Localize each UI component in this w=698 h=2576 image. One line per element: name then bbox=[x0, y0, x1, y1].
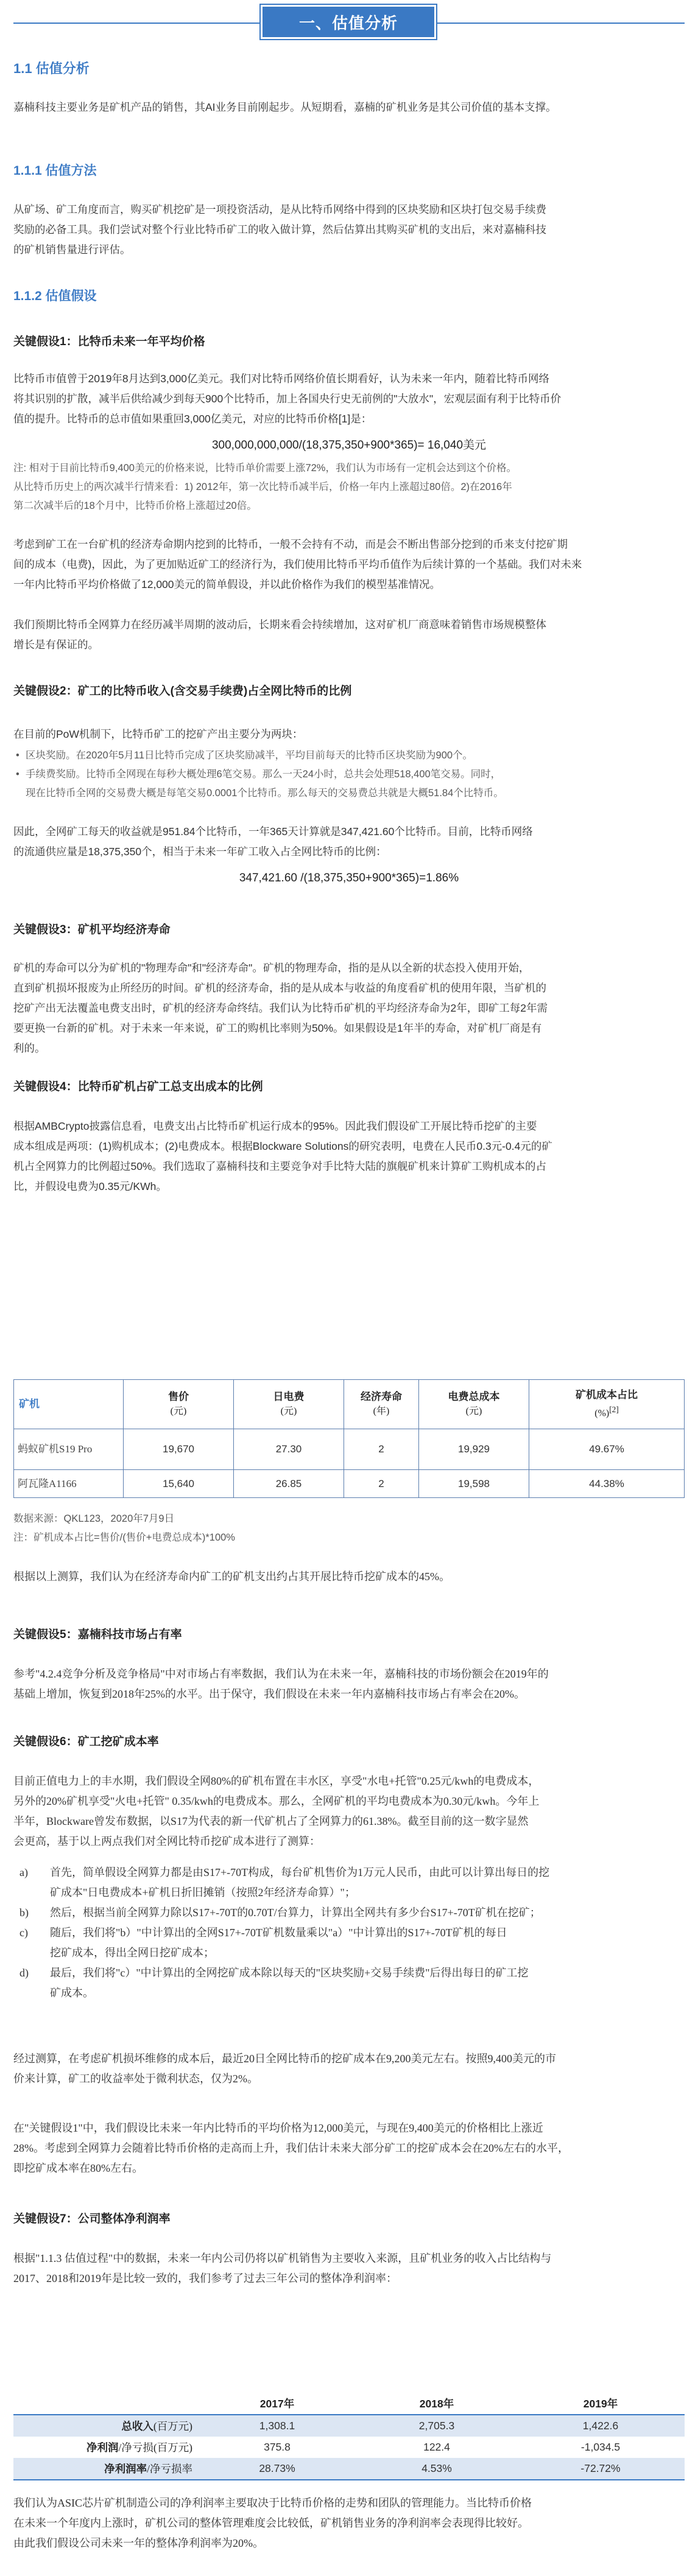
text-line: 矿机的寿命可以分为矿机的"物理寿命"和"经济寿命"。矿机的物理寿命，指的是从以全新的状态投入使用开始， bbox=[13, 962, 530, 974]
text-line: 从比特币历史上的两次减半行情来看：1) 2012年，第一次比特币减半后，价格一年内上涨超过80倍。2)在2016年 bbox=[13, 481, 512, 492]
table-cell: 49.67% bbox=[529, 1429, 685, 1470]
table-cell: 27.30 bbox=[234, 1429, 344, 1470]
paragraph: 在目前的PoW机制下，比特币矿工的挖矿产出主要分为两块： bbox=[13, 728, 303, 740]
text-line: 另外的20%矿机享受"火电+托管" 0.35/kwh的电费成本。那么，全网矿机的平均电费成本为0.30元/kwh。今年上 bbox=[13, 1795, 540, 1807]
paragraph bbox=[13, 200, 685, 260]
table-source bbox=[13, 1510, 685, 1547]
table-row bbox=[13, 2437, 685, 2458]
text-line: 价来计算，矿工的收益率处于微利状态，仅为2%。 bbox=[13, 2073, 258, 2085]
text-line: 由此我们假设公司未来一年的整体净利润率为20%。 bbox=[13, 2537, 264, 2549]
table-cell: 19,670 bbox=[124, 1429, 234, 1470]
text-line: 28%。考虑到全网算力会随着比特币价格的走高而上升，我们估计未来大部分矿工的挖矿成本会在20%左右的水平， bbox=[13, 2142, 569, 2154]
table-header-row bbox=[13, 2393, 685, 2415]
table-cell: 375.8 bbox=[264, 2441, 291, 2453]
header-title-box bbox=[259, 4, 437, 40]
text-line: 挖矿产出无法覆盖电费支出时，矿机的经济寿命终结。我们认为比特币矿机的平均经济寿命为2年，即矿工每2年需 bbox=[13, 1002, 548, 1014]
table-row bbox=[13, 2415, 685, 2437]
text-line: 间的成本（电费)，因此，为了更加贴近矿工的经济行为，我们使用比特币平均币值作为后续计算的一个基础。我们对未来 bbox=[13, 558, 582, 570]
text-line: 在"关键假设1"中，我们假设比未来一年内比特币的平均价格为12,000美元，与现在9,400美元的价格相比上涨近 bbox=[13, 2122, 543, 2134]
text-line: 值的提升。比特币的总市值如果重回3,000亿美元，对应的比特币价格[1]是： bbox=[13, 413, 372, 425]
text-line: 经过测算，在考虑矿机损坏维修的成本后，最近20日全网比特币的挖矿成本在9,200美元左右。按照9,400美元的市 bbox=[13, 2053, 556, 2065]
paragraph bbox=[13, 615, 685, 655]
text-line: 2017、2018和2019年是比较一致的，我们参考了过去三年公司的整体净利润率： bbox=[13, 2272, 397, 2284]
text-line: 比特币市值曾于2019年8月达到3,000亿美元。我们对比特币网络价值长期看好，认为未来一年内，随着比特币网络 bbox=[13, 373, 549, 385]
paragraph bbox=[13, 1771, 685, 1852]
text-line: 成本组成是两项：(1)购机成本；(2)电费成本。根据Blockware Solutions的研究表明，电费在人民币0.3元-0.4元的矿 bbox=[13, 1140, 552, 1152]
text-line: 挖矿成本，得出全网日挖矿成本； bbox=[50, 1947, 214, 1959]
table-cell: -72.72% bbox=[516, 2458, 685, 2480]
column-header: 2019年 bbox=[516, 2393, 685, 2415]
column-header: 矿机成本占比 (%)[2] bbox=[529, 1380, 685, 1429]
column-header: 2018年 bbox=[357, 2393, 516, 2415]
table-cell: 44.38% bbox=[529, 1470, 685, 1498]
text-line: 半年，Blockware曾发布数据，以S17为代表的新一代矿机占了全网算力的61.38%。截至目前的这一数字显然 bbox=[13, 1815, 529, 1827]
hypothesis-5-title: 关键假设5：嘉楠科技市场占有率 bbox=[13, 1628, 182, 1641]
row-label: 总收入(百万元) bbox=[13, 2415, 197, 2437]
text-line: 我们认为ASIC芯片矿机制造公司的净利润率主要取决于比特币价格的走势和团队的管理能力。当比特币价格 bbox=[13, 2497, 532, 2509]
note bbox=[13, 459, 685, 516]
text-line: 目前正值电力上的丰水期，我们假设全网80%的矿机布置在丰水区，享受"水电+托管"0.25元/kwh的电费成本， bbox=[13, 1775, 540, 1787]
column-header: 电费总成本 (元) bbox=[419, 1380, 529, 1429]
text-line: 的流通供应量是18,375,350个，相当于未来一年矿工收入占全网比特币的比例： bbox=[13, 845, 387, 858]
heading-1-1-1: 1.1.1 估值方法 bbox=[13, 164, 97, 178]
table-cell: 阿瓦隆A1166 bbox=[14, 1470, 124, 1498]
list-item: • 区块奖励。在2020年5月11日比特币完成了区块奖励减半，平均目前每天的比特币区块奖励为900个。 bbox=[13, 746, 685, 765]
text-line: 直到矿机损坏报废为止所经历的时间。矿机的经济寿命，指的是从成本与收益的角度看矿机的使用年限，当矿机的 bbox=[13, 982, 546, 994]
heading-1-1: 1.1 估值分析 bbox=[13, 61, 90, 76]
text-line: 奖励的必备工具。我们尝试对整个行业比特币矿工的收入做计算，然后估算出其购买矿机的支出后，来对嘉楠科技 bbox=[13, 223, 546, 236]
list-item: d) 最后，我们将"c）"中计算出的全网挖矿成本除以每天的"区块奖励+交易手续费"后得出每日的矿工挖 bbox=[19, 1967, 529, 1979]
paragraph bbox=[13, 822, 685, 862]
paragraph bbox=[13, 369, 685, 429]
paragraph: 嘉楠科技主要业务是矿机产品的销售，其AI业务目前刚起步。从短期看，嘉楠的矿机业务是其公司价值的基本支撑。 bbox=[13, 101, 557, 113]
column-header: 售价 (元) bbox=[124, 1380, 234, 1429]
text-line: 因此，全网矿工每天的收益就是951.84个比特币，一年365天计算就是347,421.60个比特币。目前，比特币网络 bbox=[13, 825, 533, 838]
paragraph: 根据以上测算，我们认为在经济寿命内矿工的矿机支出约占其开展比特币挖矿成本的45%。 bbox=[13, 1570, 450, 1583]
column-header: 矿机 bbox=[14, 1380, 124, 1429]
paragraph bbox=[13, 958, 685, 1059]
table-row bbox=[14, 1470, 685, 1498]
profit-table bbox=[13, 2393, 685, 2480]
text-line: 根据"1.1.3 估值过程"中的数据，未来一年内公司仍将以矿机销售为主要收入来源，且矿机业务的收入占比结构与 bbox=[13, 2252, 552, 2264]
formula: 300,000,000,000/(18,375,350+900*365)= 16,040美元 bbox=[211, 439, 487, 452]
hypothesis-4-title: 关键假设4：比特币矿机占矿工总支出成本的比例 bbox=[13, 1080, 263, 1093]
table-cell: 1,308.1 bbox=[197, 2415, 357, 2437]
paragraph bbox=[13, 1664, 685, 1704]
text-line: 比，并假设电费为0.35元/KWh。 bbox=[13, 1180, 167, 1192]
text-line: 第二次减半后的18个月中，比特币价格上涨超过20倍。 bbox=[13, 500, 257, 511]
list-item: c) 随后，我们将"b）"中计算出的全网S17+-70T矿机数量乘以"a）"中计算出的S17+-70T矿机的每日 bbox=[19, 1927, 507, 1939]
text-line: 数据来源：QKL123，2020年7月9日 bbox=[13, 1513, 175, 1524]
text-line: 一年内比特币平均价格做了12,000美元的简单假设，并以此价格作为我们的模型基准情况。 bbox=[13, 578, 441, 590]
column-header: 经济寿命 (年) bbox=[344, 1380, 419, 1429]
text-line: 即挖矿成本率在80%左右。 bbox=[13, 2162, 143, 2174]
text-line: 我们预期比特币全网算力在经历减半周期的波动后，长期来看会持续增加，这对矿机厂商意味着销售市场规模整体 bbox=[13, 618, 546, 631]
table-cell: -1,034.5 bbox=[580, 2441, 621, 2453]
hypothesis-1-title: 关键假设1：比特币未来一年平均价格 bbox=[13, 335, 205, 348]
paragraph bbox=[13, 1116, 685, 1197]
text-line: 考虑到矿工在一台矿机的经济寿命期内挖到的比特币，一般不会持有不动，而是会不断出售部分挖到的币来支付挖矿期 bbox=[13, 538, 568, 550]
bullet-list bbox=[13, 746, 685, 803]
text-line: 增长是有保证的。 bbox=[13, 639, 99, 651]
formula: 347,421.60 /(18,375,350+900*365)=1.86% bbox=[239, 872, 459, 884]
text-line: 矿成本"日电费成本+矿机日折旧摊销（按照2年经济寿命算）"； bbox=[50, 1886, 356, 1899]
table-cell: 19,929 bbox=[419, 1429, 529, 1470]
text-line: 注：矿机成本占比=售价/(售价+电费总成本)*100% bbox=[13, 1532, 235, 1543]
table-row bbox=[14, 1429, 685, 1470]
list-item: • 手续费奖励。比特币全网现在每秒大概处理6笔交易。那么一天24小时，总共会处理518,400笔交易。同时， bbox=[13, 765, 685, 784]
miner-cost-table bbox=[13, 1379, 685, 1498]
table-cell: 2 bbox=[344, 1470, 419, 1498]
text-line: 参考"4.2.4竞争分析及竞争格局"中对市场占有率数据，我们认为在未来一年，嘉楠科技的市场份额会在2019年的 bbox=[13, 1668, 549, 1680]
text-line: 将其识别的扩散，减半后供给减少到每天900个比特币，加上各国央行史无前例的"大放水"，宏观层面有利于比特币价 bbox=[13, 393, 562, 405]
table-cell: 2,705.3 bbox=[357, 2415, 516, 2437]
header-title: 一、估值分析 bbox=[263, 7, 434, 37]
table-cell: 26.85 bbox=[234, 1470, 344, 1498]
table-cell: 2 bbox=[344, 1429, 419, 1470]
paragraph bbox=[13, 2249, 685, 2289]
paragraph bbox=[13, 2049, 685, 2089]
hypothesis-7-title: 关键假设7：公司整体净利润率 bbox=[13, 2213, 171, 2225]
table-cell: 蚂蚁矿机S19 Pro bbox=[14, 1429, 124, 1470]
text-line: 机占全网算力的比例超过50%。我们选取了嘉楠科技和主要竞争对手比特大陆的旗舰矿机来计算矿工购机成本的占 bbox=[13, 1160, 547, 1172]
text-line: 现在比特币全网的交易费大概是每笔交易0.0001个比特币。那么每天的交易费总共就是大概51.84个比特币。 bbox=[26, 788, 504, 799]
table-cell: 28.73% bbox=[197, 2458, 357, 2480]
text-line: 利的。 bbox=[13, 1042, 46, 1054]
column-header: 2017年 bbox=[197, 2393, 357, 2415]
table-cell: 19,598 bbox=[419, 1470, 529, 1498]
paragraph bbox=[13, 2118, 685, 2179]
heading-1-1-2: 1.1.2 估值假设 bbox=[13, 289, 97, 303]
text-line: 基础上增加，恢复到2018年25%的水平。出于保守，我们假设在未来一年内嘉楠科技市场占有率会在20%。 bbox=[13, 1688, 525, 1700]
table-cell: 15,640 bbox=[124, 1470, 234, 1498]
hypothesis-2-title: 关键假设2：矿工的比特币收入(含交易手续费)占全网比特币的比例 bbox=[13, 685, 352, 698]
table-cell: 1,422.6 bbox=[516, 2415, 685, 2437]
paragraph bbox=[13, 534, 685, 595]
row-label: 净利润率/净亏损率 bbox=[13, 2458, 197, 2480]
text-line: 根据AMBCrypto披露信息看，电费支出占比特币矿机运行成本的95%。因此我们假设矿工开展比特币挖矿的主要 bbox=[13, 1120, 537, 1132]
section-header bbox=[0, 0, 698, 46]
hypothesis-3-title: 关键假设3：矿机平均经济寿命 bbox=[13, 923, 171, 936]
text-line: 矿成本。 bbox=[50, 1987, 94, 1999]
column-header: 日电费 (元) bbox=[234, 1380, 344, 1429]
table-cell: 122.4 bbox=[423, 2441, 450, 2453]
paragraph bbox=[13, 2493, 685, 2553]
hypothesis-6-title: 关键假设6：矿工挖矿成本率 bbox=[13, 1735, 159, 1748]
table-cell: 4.53% bbox=[357, 2458, 516, 2480]
text-line: 要更换一台新的矿机。对于未来一年来说，矿工的购机比率则为50%。如果假设是1年半的寿命，对矿机厂商是有 bbox=[13, 1022, 542, 1034]
text-line: 的矿机销售量进行评估。 bbox=[13, 243, 131, 256]
table-header-row bbox=[14, 1380, 685, 1429]
list-item: b) 然后，根据当前全网算力除以S17+-70T的0.70T/台算力，计算出全网共有多少台S17+-70T矿机在挖矿； bbox=[19, 1906, 541, 1919]
step-list bbox=[13, 1863, 685, 2003]
list-item: a) 首先，简单假设全网算力都是由S17+-70T构成，每台矿机售价为1万元人民币，由此可以计算出每日的挖 bbox=[19, 1866, 550, 1878]
table-row bbox=[13, 2458, 685, 2480]
row-label: 净利润/净亏损(百万元) bbox=[86, 2441, 192, 2454]
text-line: 会更高，基于以上两点我们对全网比特币挖矿成本进行了测算： bbox=[13, 1835, 320, 1847]
text-line: 在未来一个年度内上涨时，矿机公司的整体管理难度会比较低，矿机销售业务的净利润率会表现得比较好。 bbox=[13, 2517, 529, 2529]
table-cell bbox=[13, 2393, 197, 2415]
text-line: 注: 相对于目前比特币9,400美元的价格来说，比特币单价需要上涨72%，我们认为市场有一定机会达到这个价格。 bbox=[13, 463, 516, 474]
text-line: 从矿场、矿工角度而言，购买矿机挖矿是一项投资活动，是从比特币网络中得到的区块奖励和区块打包交易手续费 bbox=[13, 203, 546, 215]
